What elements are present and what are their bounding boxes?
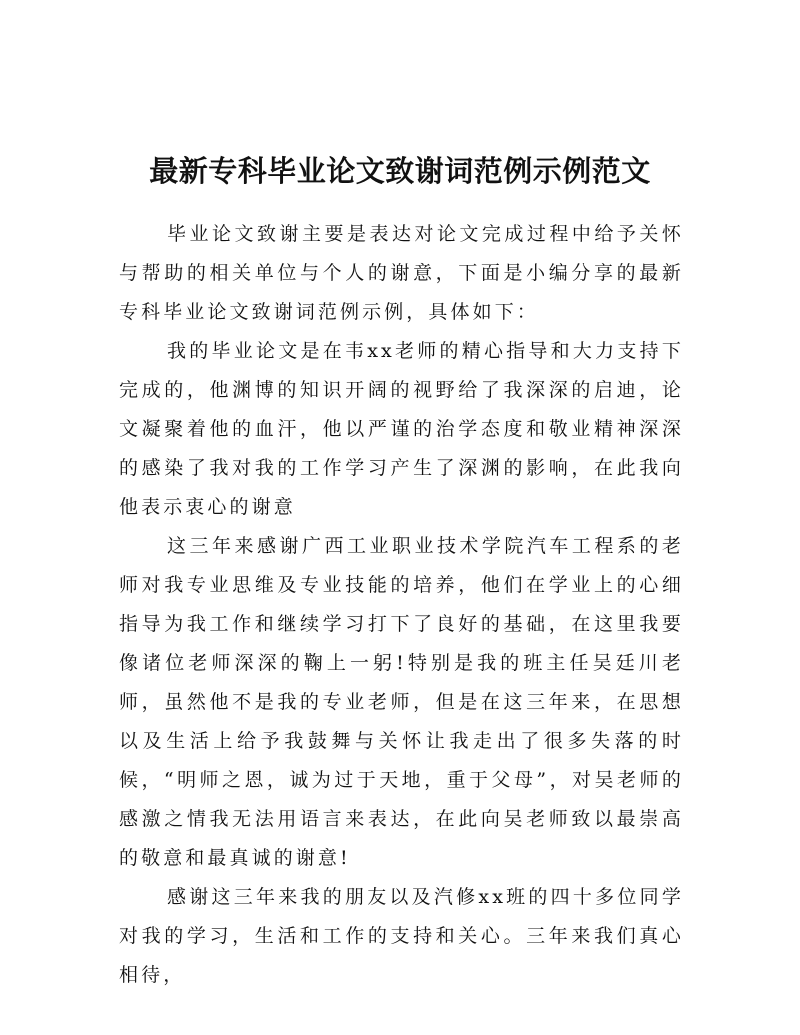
document-title: 最新专科毕业论文致谢词范例示例范文 (149, 154, 651, 189)
advisor-thanks-paragraph: 我的毕业论文是在韦xx老师的精心指导和大力支持下完成的，他渊博的知识开阔的视野给了我深深的启迪，论文凝聚着他的血汗，他以严谨的治学态度和敬业精神深深的感染了我对我的工作学习产生了深渊的影响，在此我向他表示衷心的谢意 (119, 340, 684, 518)
intro-paragraph: 毕业论文致谢主要是表达对论文完成过程中给予关怀与帮助的相关单位与个人的谢意，下面是小编分享的最新专科毕业论文致谢词范例示例，具体如下： (119, 223, 684, 323)
classmates-thanks-paragraph: 感谢这三年来我的朋友以及汽修xx班的四十多位同学对我的学习，生活和工作的支持和关心。三年来我们真心相待， (119, 886, 684, 986)
department-thanks-paragraph: 这三年来感谢广西工业职业技术学院汽车工程系的老师对我专业思维及专业技能的培养，他们在学业上的心细指导为我工作和继续学习打下了良好的基础，在这里我要像诸位老师深深的鞠上一躬!特别是我的班主任吴廷川老师，虽然他不是我的专业老师，但是在这三年来，在思想以及生活上给予我鼓舞与关怀让我走出了很多失落的时候，“明师之恩，诚为过于天地，重于父母”，对吴老师的感激之情我无法用语言来表达，在此向吴老师致以最崇高的敬意和最真诚的谢意! (119, 535, 684, 869)
document-body (119, 215, 684, 995)
